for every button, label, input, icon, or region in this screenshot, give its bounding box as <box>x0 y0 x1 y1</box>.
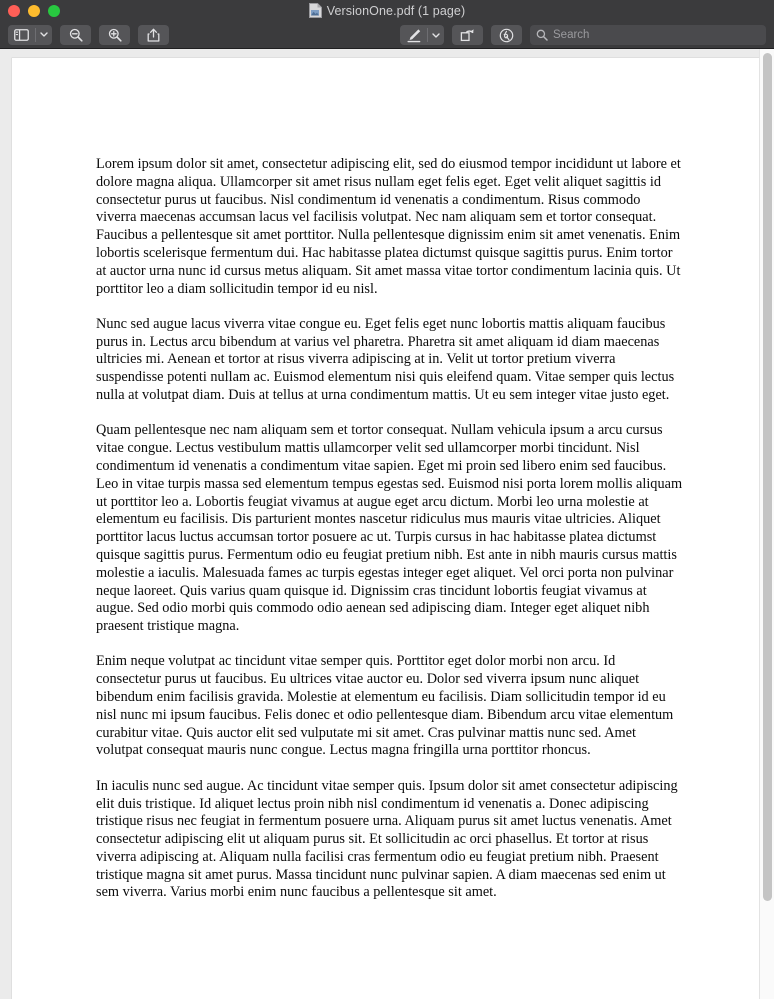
paragraph: In iaculis nunc sed augue. Ac tincidunt vitae semper quis. Ipsum dolor sit amet consectetur adipiscing elit duis tristique. Id aliquet lectus proin nibh nisl condimentum id venenatis a. Donec adipiscing tristique risus nec feugiat in fermentum posuere urna. Aliquam purus sit amet luctus venenatis. Amet consectetur adipiscing elit ut aliquam purus sit. Et sollicitudin ac orci phasellus. Et tortor at risus viverra adipiscing at. Aliquam nulla facilisi cras fermentum odio eu feugiat pretium nibh. Praesent tristique magna sit amet purus. Massa tincidunt nunc pulvinar sapien. A diam maecenas sed enim ut sem viverra. Varius morbi enim nunc faucibus a pellentesque sit amet. <box>96 777 678 901</box>
markup-button[interactable] <box>400 25 444 45</box>
toolbar-right-group <box>400 21 766 49</box>
sidebar-icon[interactable] <box>8 25 35 45</box>
vertical-scrollbar[interactable] <box>759 49 774 999</box>
search-input[interactable] <box>553 29 760 41</box>
paragraph: Enim neque volutpat ac tincidunt vitae semper quis. Porttitor eget dolor morbi non arcu. Id consectetur purus ut faucibus. Eu ultrices vitae auctor eu. Dolor sed viverra ipsum nunc aliquet bibendum enim facilisis gravida. Molestie at elementum eu facilisis. Diam sollicitudin tempor id eu nisl nunc mi ipsum faucibus. Felis donec et odio pellentesque diam. Bibendum arcu vitae elementum curabitur vitae. Quis auctor elit sed vulputate mi sit amet. Cras pulvinar mattis nunc sed. Amet volutpat consequat mauris nunc congue. Lectus magna fringilla urna porttitor rhoncus. <box>96 653 674 759</box>
close-window-button[interactable] <box>8 5 20 17</box>
paragraph: Lorem ipsum dolor sit amet, consectetur adipiscing elit, sed do eiusmod tempor incididunt ut labore et dolore magna aliqua. Ullamcorper sit amet risus nullam eget felis eget. Eget velit aliquet sagittis id consectetur purus ut faucibus. Nisl condimentum id venenatis a condimentum. Risus commodo viverra maecenas accumsan lacus vel facilisis volutpat. Nec nam aliquam sem et tortor consequat. Faucibus a pellentesque sit amet porttitor. Nulla pellentesque dignissim enim sit amet venenatis. Enim lobortis scelerisque fermentum dui. Hac habitasse platea dictumst quisque sagittis purus. Enim tortor at auctor urna nunc id cursus metus aliquam. Sit amet massa vitae tortor condimentum lacinia quis. Ut porttitor leo a diam sollicitudin tempor id eu nisl. <box>96 156 681 297</box>
magnifier-minus-icon[interactable] <box>69 28 83 42</box>
chevron-down-icon[interactable] <box>428 25 444 45</box>
traffic-lights <box>8 0 60 21</box>
pdf-page <box>12 58 759 999</box>
toolbar <box>0 21 774 49</box>
paragraph: Quam pellentesque nec nam aliquam sem et tortor consequat. Nullam vehicula ipsum a arcu cursus vitae congue. Lectus vestibulum mattis ullamcorper velit sed ullamcorper morbi tincidunt. Nisl condimentum id venenatis a condimentum vitae sapien. Eget mi proin sed libero enim sed faucibus. Leo in vitae turpis massa sed elementum tempus egestas sed. Euismod nisi porta lorem mollis aliquam ut porttitor leo a. Lobortis feugiat vivamus at augue eget arcu dictum. Morbi leo urna molestie at elementum eu facilisis. Dis parturient montes nascetur ridiculus mus mauris vitae ultricies. Aliquet porttitor lacus luctus accumsan tortor posuere ac ut. Turpis cursus in hac habitasse platea dictumst quisque sagittis purus. Fermentum odio eu feugiat pretium nibh. Est ante in nibh mauris cursus mattis molestie a iaculis. Malesuada fames ac turpis egestas integer eget aliquet. Vel orci porta non pulvinar neque laoreet. Quis varius quam quisque id. Dignissim cras tincidunt lobortis feugiat vivamus at augue. Sed odio morbi quis commodo odio aenean sed adipiscing diam. Integer eget aliquet nibh praesent tristique magna. <box>96 422 683 635</box>
document-scroll-area[interactable] <box>0 49 774 999</box>
sign-circle-icon[interactable] <box>499 28 514 43</box>
chevron-down-icon[interactable] <box>36 25 52 45</box>
pdf-document-icon <box>309 3 322 18</box>
rotate-button[interactable] <box>452 25 483 45</box>
paragraph: Nunc sed augue lacus viverra vitae congue eu. Eget felis eget nunc lobortis mattis aliquam faucibus purus in. Lectus arcu bibendum at varius vel pharetra. Pharetra sit amet aliquam id diam maecenas ultricies mi. Aenean et tortor at risus viverra adipiscing at in. Velit ut tortor pretium viverra suspendisse potenti nullam ac. Euismod elementum nisi quis eleifend quam. Vitae semper quis lectus nulla at volutpat diam. Duis at tellus at urna condimentum mattis. Ut eu sem integer vitae justo eget. <box>96 315 675 404</box>
pdf-page-text <box>12 58 759 902</box>
toolbar-left-group <box>8 25 169 45</box>
search-field[interactable] <box>530 25 766 45</box>
sidebar-toggle-button[interactable] <box>8 25 52 45</box>
search-icon <box>536 29 548 41</box>
window-title-group <box>0 0 774 21</box>
pen-marker-icon[interactable] <box>400 25 427 45</box>
window-title: VersionOne.pdf (1 page) <box>326 3 466 18</box>
scrollbar-thumb[interactable] <box>763 53 772 901</box>
zoom-out-button[interactable] <box>60 25 91 45</box>
annotate-button[interactable] <box>491 25 522 45</box>
rotate-icon[interactable] <box>460 28 475 42</box>
zoom-in-button[interactable] <box>99 25 130 45</box>
minimize-window-button[interactable] <box>28 5 40 17</box>
zoom-window-button[interactable] <box>48 5 60 17</box>
share-button[interactable] <box>138 25 169 45</box>
magnifier-plus-icon[interactable] <box>108 28 122 42</box>
title-bar <box>0 0 774 21</box>
share-icon[interactable] <box>147 28 160 42</box>
